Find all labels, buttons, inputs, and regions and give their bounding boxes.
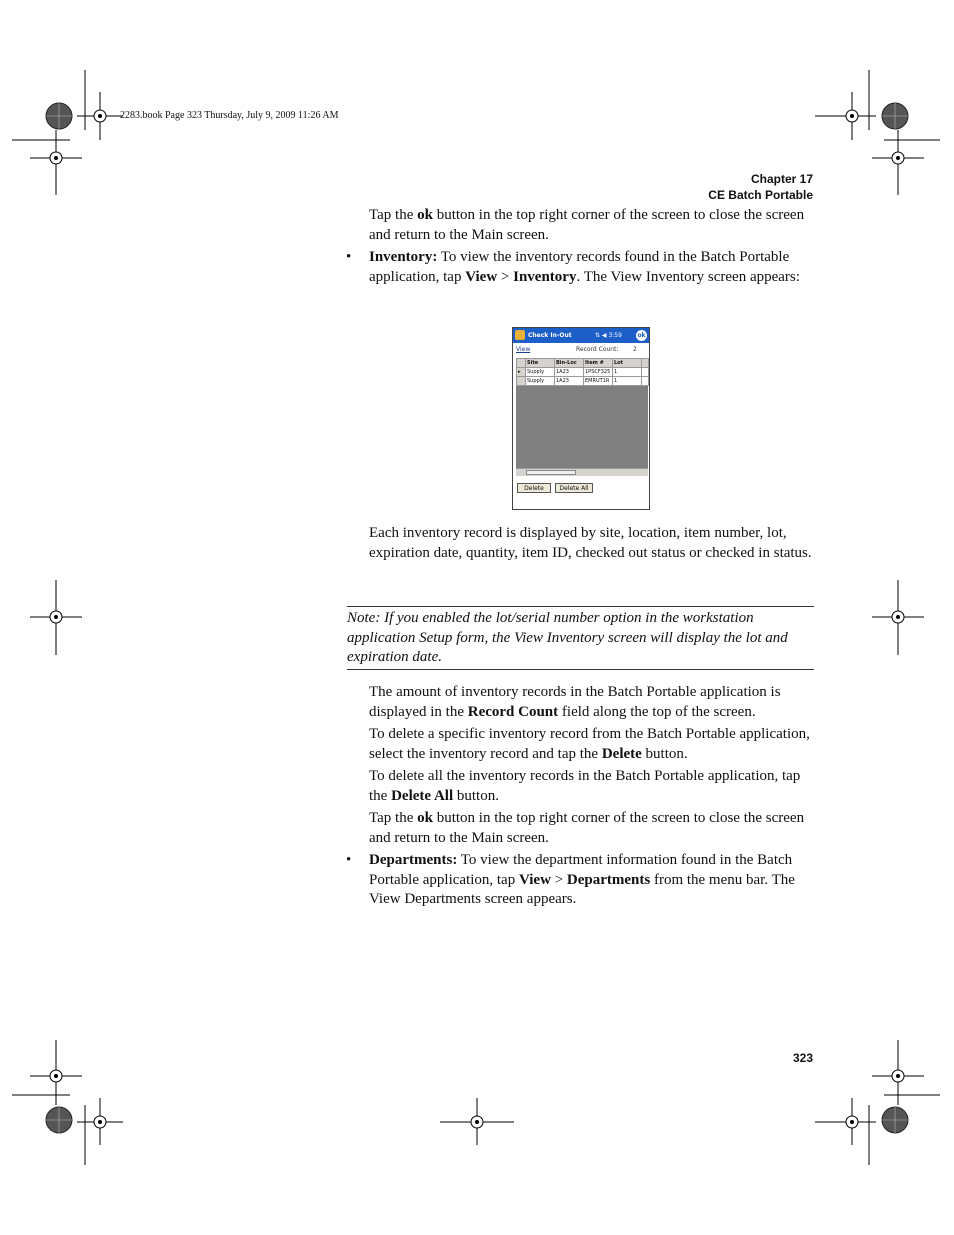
note-bottom-rule: [347, 669, 814, 670]
table-header-row: [517, 359, 649, 368]
paragraph-record-fields: Each inventory record is displayed by site, location, item number, lot, expiration date, quantity, item ID, checked out status or checked in status.: [369, 525, 812, 561]
windows-start-icon: [515, 330, 525, 340]
paragraph-delete-all: To delete all the inventory records in the Batch Portable application, tap the Delete All button.: [369, 768, 801, 804]
column-header-site[interactable]: Site: [526, 359, 555, 368]
bullet-inventory: Inventory: To view the inventory records found in the Batch Portable application, tap View > Inventory. The View Inventory screen appears:: [369, 249, 800, 285]
print-slug: 2283.book Page 323 Thursday, July 9, 2009 11:26 AM: [120, 110, 339, 121]
table-cell: 1: [613, 368, 642, 377]
delete-button[interactable]: Delete: [517, 483, 551, 493]
table-row[interactable]: [517, 377, 649, 386]
record-count-label: Record Count:: [576, 346, 619, 353]
table-cell: Supply: [526, 368, 555, 377]
device-status-icons: ⇅ ◀ 3:59: [595, 332, 622, 339]
view-menu[interactable]: View: [516, 346, 531, 353]
table-cell: 1PSCF325: [584, 368, 613, 377]
scroll-thumb[interactable]: [526, 470, 576, 475]
inventory-table: [516, 358, 649, 386]
running-header-section: CE Batch Portable: [708, 188, 813, 202]
column-header-bin-loc[interactable]: Bin-Loc: [555, 359, 584, 368]
paragraph-tap-ok-2: Tap the ok button in the top right corner of the screen to close the screen and return to the Main screen.: [369, 810, 805, 846]
bullet-icon: •: [346, 249, 352, 265]
inventory-grid[interactable]: [516, 358, 648, 476]
bullet-icon: •: [346, 852, 352, 868]
table-cell: 1: [613, 377, 642, 386]
paragraph-delete: To delete a specific inventory record from the Batch Portable application, select the inventory record and tap the Delete button.: [369, 726, 810, 762]
device-app-title: Check In-Out: [528, 332, 572, 339]
page-number: 323: [792, 1051, 813, 1065]
running-header-chapter: Chapter 17: [750, 172, 813, 186]
column-header-item[interactable]: Item #: [584, 359, 613, 368]
paragraph-tap-ok: Tap the ok button in the top right corner of the screen to close the screen and return to the Main screen.: [369, 207, 805, 243]
note: Note: If you enabled the lot/serial number option in the workstation application Setup form, the View Inventory screen will display the lot and expiration date.: [347, 610, 788, 665]
column-header-lot[interactable]: Lot: [613, 359, 642, 368]
delete-all-button[interactable]: Delete All: [555, 483, 593, 493]
paragraph-record-count: The amount of inventory records in the Batch Portable application is displayed in the Record Count field along the top of the screen.: [369, 684, 781, 720]
row-selector-icon: ▸: [517, 368, 526, 377]
table-row[interactable]: [517, 368, 649, 377]
note-top-rule: [347, 606, 814, 607]
record-count-value: 2: [633, 346, 637, 353]
table-cell: EMRUT1R: [584, 377, 613, 386]
bullet-departments: Departments: To view the department information found in the Batch Portable application, tap View > Departments from the menu bar. The View Departments screen appears.: [369, 852, 795, 907]
table-cell: Supply: [526, 377, 555, 386]
device-title-bar: [513, 328, 649, 343]
table-cell: 1A23: [555, 368, 584, 377]
horizontal-scrollbar[interactable]: [516, 468, 648, 476]
ok-button[interactable]: ok: [637, 332, 646, 339]
view-inventory-screenshot: [512, 327, 650, 510]
table-cell: 1A23: [555, 377, 584, 386]
